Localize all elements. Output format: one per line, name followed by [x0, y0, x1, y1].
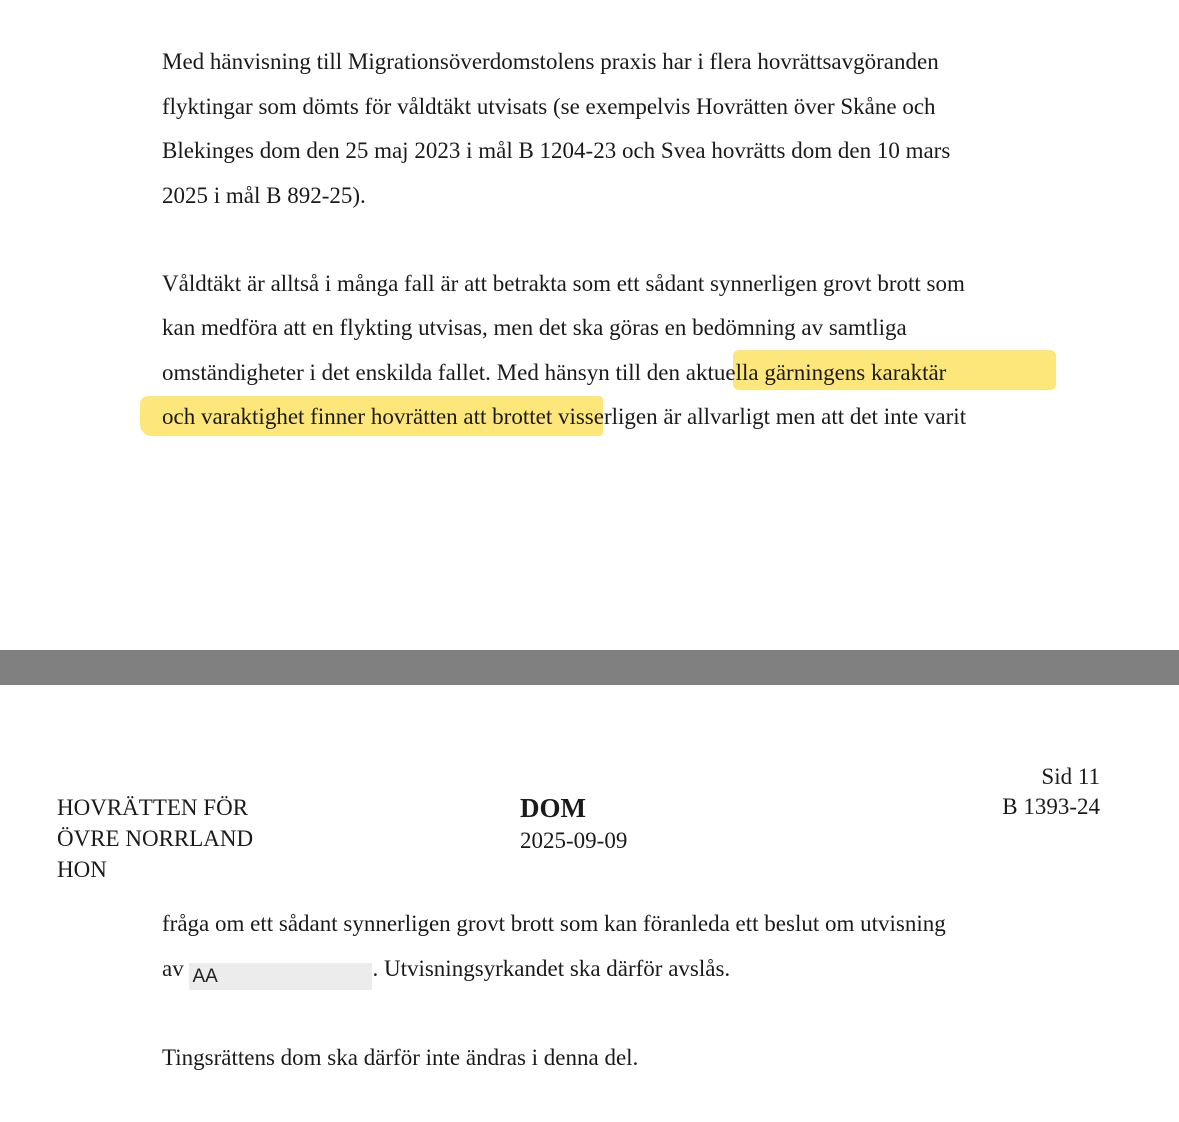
highlighted-text: aktuella gärningens karaktär	[680, 360, 947, 385]
plain-text: omständigheter i det enskilda fallet. Med hänsyn till den	[162, 360, 681, 385]
court-name-line: ÖVRE NORRLAND	[57, 826, 254, 851]
case-number: B 1393-24	[1002, 794, 1100, 819]
page-separator	[0, 650, 1179, 685]
paragraph-line	[162, 359, 946, 387]
paragraph-line: fråga om ett sådant synnerligen grovt brott som kan föranleda ett beslut om utvisning	[162, 911, 946, 936]
court-name-line: HON	[57, 857, 107, 882]
paragraph-line: Våldtäkt är alltså i många fall är att betrakta som ett sådant synnerligen grovt brott som	[162, 271, 965, 296]
plain-text: visserligen är allvarligt men att det inte varit	[552, 404, 967, 429]
redacted-name-field: AA	[189, 963, 372, 990]
plain-text: . Utvisningsyrkandet ska därför avslås.	[372, 956, 731, 981]
document-type: DOM	[520, 793, 586, 823]
paragraph-line	[162, 955, 730, 990]
paragraph-line: Blekinges dom den 25 maj 2023 i mål B 1204-23 och Svea hovrätts dom den 10 mars	[162, 138, 951, 163]
court-name-line: HOVRÄTTEN FÖR	[57, 795, 249, 820]
page-number: Sid 11	[1041, 764, 1100, 789]
plain-text: av	[162, 956, 190, 981]
paragraph-line: Tingsrättens dom ska därför inte ändras i denna del.	[162, 1045, 639, 1070]
court-name	[57, 792, 253, 885]
document-page-bottom	[0, 685, 1179, 1122]
paragraph-line	[162, 403, 966, 431]
paragraph-line: flyktingar som dömts för våldtäkt utvisats (se exempelvis Hovrätten över Skåne och	[162, 94, 936, 119]
paragraph-line: Med hänvisning till Migrationsöverdomstolens praxis har i flera hovrättsavgöranden	[162, 49, 939, 74]
document-date: 2025-09-09	[520, 828, 628, 853]
highlighted-text: och varaktighet finner hovrätten att brottet	[162, 404, 553, 429]
paragraph-line: kan medföra att en flykting utvisas, men det ska göras en bedömning av samtliga	[162, 315, 907, 340]
paragraph-line: 2025 i mål B 892-25).	[162, 183, 366, 208]
